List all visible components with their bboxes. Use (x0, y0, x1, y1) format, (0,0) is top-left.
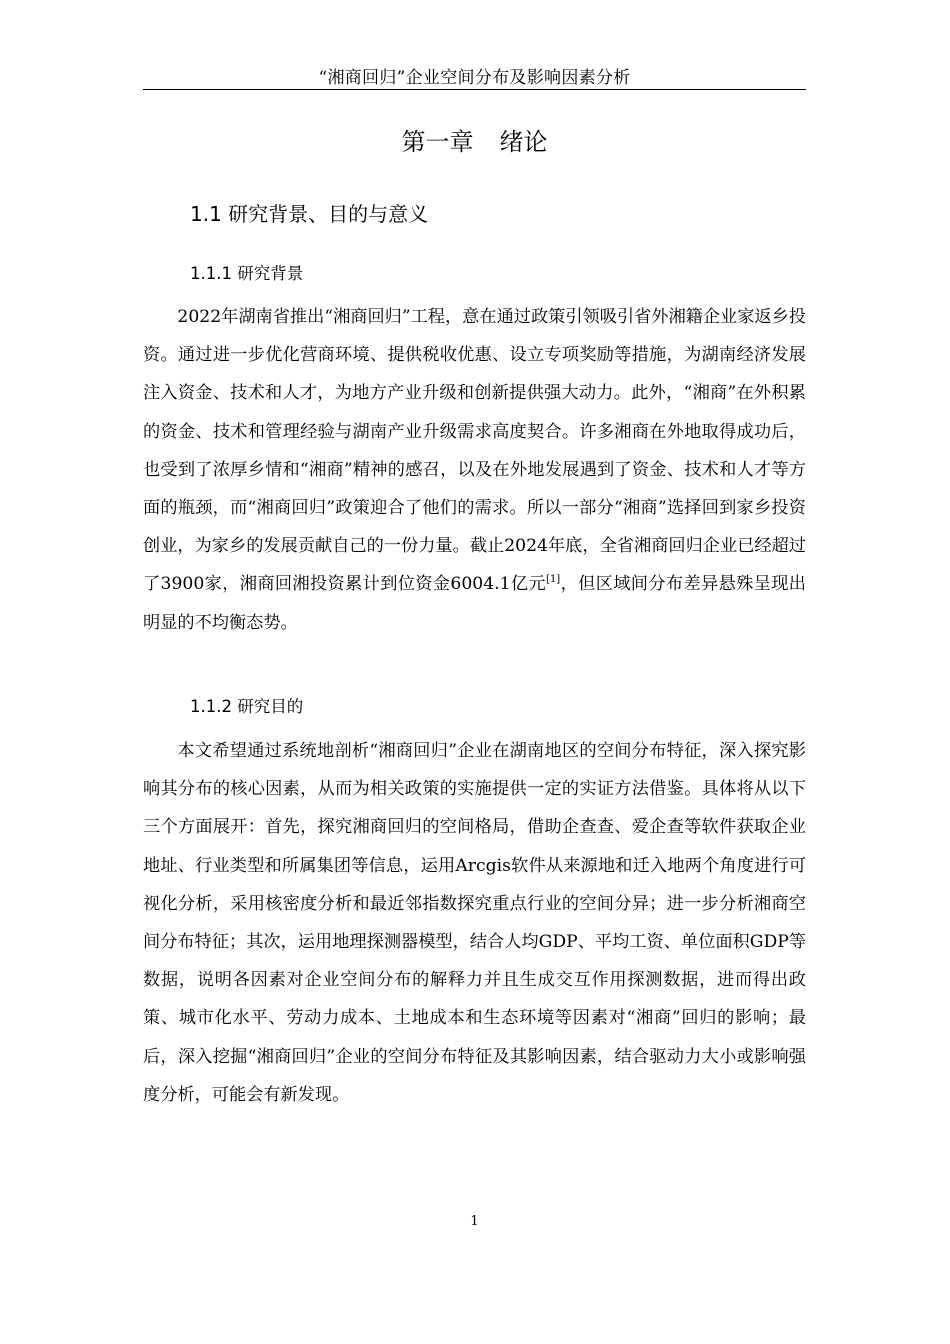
section-title: 1.1 研究背景、目的与意义 (190, 202, 429, 226)
running-header: “湘商回归”企业空间分布及影响因素分析 (318, 68, 631, 88)
paragraph-background-text: 2022年湖南省推出“湘商回归”工程，意在通过政策引领吸引省外湘籍企业家返乡投资。通过进一步优化营商环境、提供税收优惠、设立专项奖励等措施，为湖南经济发展注入资金、技术和人才，为地方产业升级和创新提供强大动力。此外，“湘商”在外积累的资金、技术和管理经验与湖南产业升级需求高度契合。许多湘商在外地取得成功后，也受到了浓厚乡情和“湘商”精神的感召，以及在外地发展遇到了资金、技术和人才等方面的瓶颈，而“湘商回归”政策迎合了他们的需求。所以一部分“湘商”选择回到家乡投资创业，为家乡的发展贡献自己的一份力量。截止2024年底，全省湘商回归企业已经超过了3900家，湘商回湘投资累计到位资金6004.1亿元 (143, 307, 806, 595)
paragraph-background (143, 298, 806, 642)
paragraph-background-text-end: ，但区域间分布差异悬殊呈现出明显的不均衡态势。 (143, 574, 806, 633)
page-number: 1 (470, 1214, 479, 1229)
subsection-title-purpose: 1.1.2 研究目的 (190, 697, 304, 716)
paragraph-purpose: 本文希望通过系统地剖析“湘商回归”企业在湖南地区的空间分布特征，深入探究影响其分布的核心因素，从而为相关政策的实施提供一定的实证方法借鉴。具体将从以下三个方面展开：首先，探究湘商回归的空间格局，借助企查查、爱企查等软件获取企业地址、行业类型和所属集团等信息，运用Arcgis软件从来源地和迁入地两个角度进行可视化分析，采用核密度分析和最近邻指数探究重点行业的空间分异；进一步分析湘商空间分布特征；其次，运用地理探测器模型，结合人均GDP、平均工资、单位面积GDP等数据，说明各因素对企业空间分布的解释力并且生成交互作用探测数据，进而得出政策、城市化水平、劳动力成本、土地成本和生态环境等因素对“湘商”回归的影响；最后，深入挖掘“湘商回归”企业的空间分布特征及其影响因素，结合驱动力大小或影响强度分析，可能会有新发现。 (143, 741, 806, 1105)
citation-marker: [1] (546, 574, 561, 586)
subsection-title-background: 1.1.1 研究背景 (190, 264, 304, 283)
chapter-number: 第一章 (401, 128, 474, 156)
chapter-name: 绪论 (499, 128, 548, 156)
header-rule (143, 89, 806, 90)
chapter-title (143, 124, 806, 160)
